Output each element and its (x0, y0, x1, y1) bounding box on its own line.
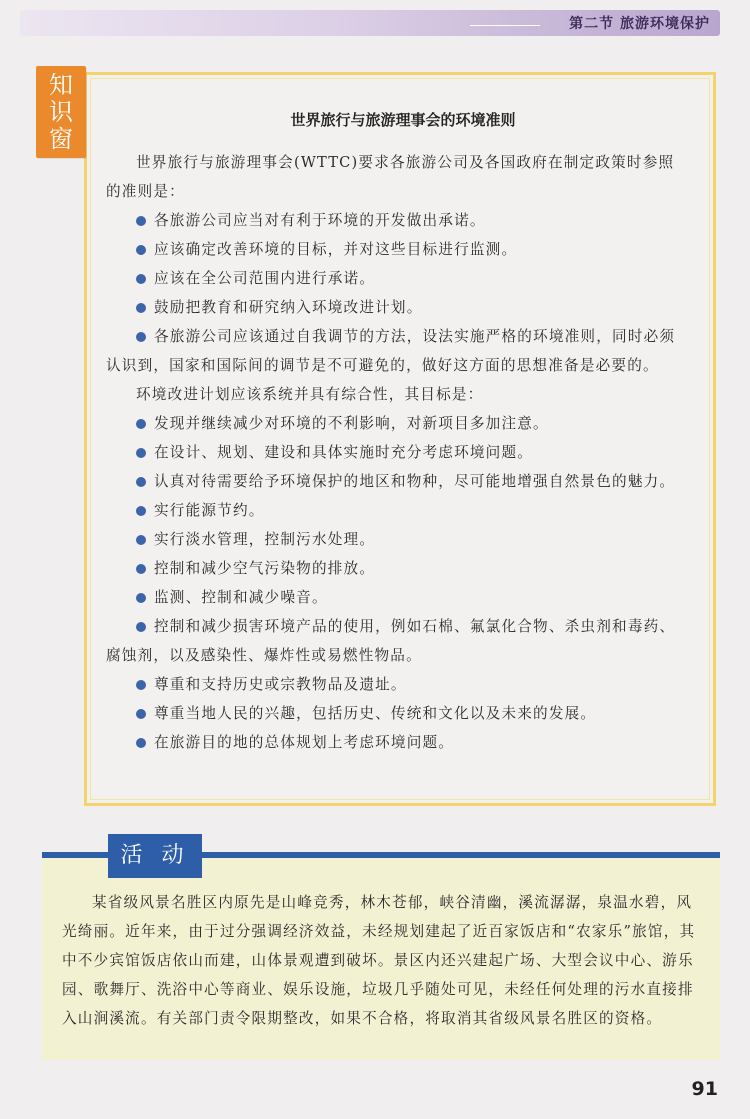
page-number: 91 (691, 1078, 718, 1100)
goal-item: 在旅游目的地的总体规划上考虑环境问题。 (106, 728, 686, 757)
bullet-dot-icon (136, 216, 146, 226)
goal-item: 发现并继续减少对环境的不利影响，对新项目多加注意。 (106, 409, 686, 438)
criterion-item: 鼓励把教育和研究纳入环境改进计划。 (106, 293, 686, 322)
activity-label: 活 动 (108, 834, 202, 878)
goal-item: 认真对待需要给予环境保护的地区和物种，尽可能地增强自然景色的魅力。 (106, 467, 686, 496)
goal-item: 监测、控制和减少噪音。 (106, 583, 686, 612)
goal-item: 控制和减少空气污染物的排放。 (106, 554, 686, 583)
knowledge-title: 世界旅行与旅游理事会的环境准则 (290, 111, 516, 129)
tag-char: 识 (49, 98, 73, 126)
bullet-dot-icon (136, 477, 146, 487)
plan-intro: 环境改进计划应该系统并具有综合性，其目标是： (136, 386, 484, 403)
activity-text (62, 888, 702, 1033)
bullet-dot-icon (136, 274, 146, 284)
section-title: 第二节 旅游环境保护 (569, 16, 710, 32)
criterion-item: 应该确定改善环境的目标，并对这些目标进行监测。 (106, 235, 686, 264)
tag-char: 知 (49, 71, 73, 99)
criterion-item: 应该在全公司范围内进行承诺。 (106, 264, 686, 293)
goal-item: 尊重当地人民的兴趣，包括历史、传统和文化以及未来的发展。 (106, 699, 686, 728)
tag-char: 窗 (49, 125, 73, 153)
bullet-dot-icon (136, 245, 146, 255)
bullet-dot-icon (136, 448, 146, 458)
goal-item: 实行能源节约。 (106, 496, 686, 525)
bullet-dot-icon (136, 303, 146, 313)
criterion-item: 各旅游公司应当对有利于环境的开发做出承诺。 (106, 206, 686, 235)
bullet-dot-icon (136, 738, 146, 748)
bullet-dot-icon (136, 622, 146, 632)
bullet-dot-icon (136, 332, 146, 342)
knowledge-window-tag (36, 66, 86, 158)
goal-item: 尊重和支持历史或宗教物品及遗址。 (106, 670, 686, 699)
knowledge-content (84, 148, 704, 757)
bullet-dot-icon (136, 593, 146, 603)
header-rule (470, 25, 540, 26)
goal-item: 控制和减少损害环境产品的使用，例如石棉、氟氯化合物、杀虫剂和毒药、腐蚀剂，以及感染性、爆炸性或易燃性物品。 (106, 618, 676, 664)
activity-paragraph: 某省级风景名胜区内原先是山峰竞秀，林木苍郁，峡谷清幽，溪流潺潺，泉温水碧，风光绮丽。近年来，由于过分强调经济效益，未经规划建起了近百家饭店和“农家乐”旅馆，其中不少宾馆饭店依山而建，山体景观遭到破坏。景区内还兴建起广场、大型会议中心、游乐园、歌舞厅、洗浴中心等商业、娱乐设施，垃圾几乎随处可见，未经任何处理的污水直接排入山涧溪流。有关部门责令限期整改，如果不合格，将取消其省级风景名胜区的资格。 (62, 894, 696, 1027)
bullet-dot-icon (136, 535, 146, 545)
knowledge-intro: 世界旅行与旅游理事会(WTTC)要求各旅游公司及各国政府在制定政策时参照的准则是： (106, 154, 675, 200)
goal-item: 实行淡水管理，控制污水处理。 (106, 525, 686, 554)
criterion-item: 各旅游公司应该通过自我调节的方法，设法实施严格的环境准则，同时必须认识到，国家和国际间的调节是不可避免的，做好这方面的思想准备是必要的。 (106, 328, 676, 374)
bullet-dot-icon (136, 506, 146, 516)
bullet-dot-icon (136, 564, 146, 574)
bullet-dot-icon (136, 709, 146, 719)
bullet-dot-icon (136, 680, 146, 690)
goal-item: 在设计、规划、建设和具体实施时充分考虑环境问题。 (106, 438, 686, 467)
bullet-dot-icon (136, 419, 146, 429)
